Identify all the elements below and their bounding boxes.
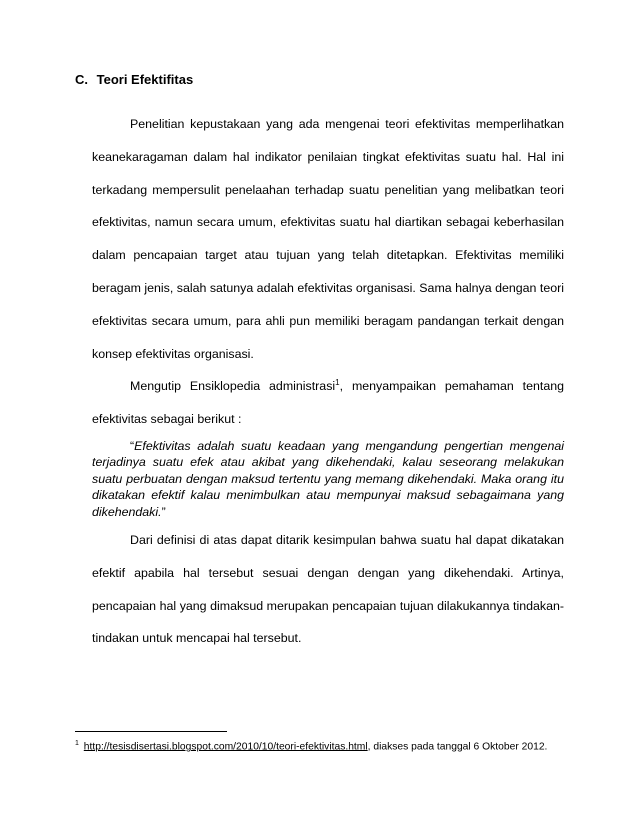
paragraph-1: Penelitian kepustakaan yang ada mengenai teori efektivitas memperlihatkan keanekaragaman dalam hal indikator penilaian tingkat efektivitas suatu hal. Hal ini terkadang mempersulit penelaahan terhadap suatu penelitian yang melibatkan teori efektivitas, namun secara umum, efektivitas suatu hal diartikan sebagai keberhasilan dalam pencapaian target atau tujuan yang telah ditetapkan. Efektivitas memiliki beragam jenis, salah satunya adalah efektivitas organisasi. Sama halnya dengan teori efektivitas secara umum, para ahli pun memiliki beragam pandangan terkait dengan konsep efektivitas organisasi. — [92, 117, 564, 361]
footnote-text: , diakses pada tanggal 6 Oktober 2012. — [367, 741, 548, 753]
footnote-marker: 1 — [75, 740, 79, 747]
section-heading — [75, 72, 193, 87]
footnote — [75, 740, 575, 752]
paragraph-3: Dari definisi di atas dapat ditarik kesimpulan bahwa suatu hal dapat dikatakan efektif apabila hal tersebut sesuai dengan dengan yang dikehendaki. Artinya, pencapaian hal yang dimaksud merupakan pencapaian tujuan dilakukannya tindakan-tindakan untuk mencapai hal tersebut. — [92, 533, 564, 646]
section-title: Teori Efektifitas — [96, 72, 194, 87]
section-number: C. — [75, 72, 88, 87]
footnote-reference[interactable]: 1 — [335, 378, 340, 388]
paragraph-2-rest: , menyampaikan pemahaman tentang efektivitas sebagai berikut : — [92, 379, 564, 427]
body-text — [92, 108, 564, 655]
footnote-link[interactable]: http://tesisdisertasi.blogspot.com/2010/10/teori-efektivitas.html — [83, 741, 368, 753]
paragraph-2 — [92, 370, 564, 436]
footnote-divider — [75, 731, 227, 732]
quote-close-mark: ” — [161, 504, 166, 519]
quote-open-mark: “ — [130, 438, 135, 453]
paragraph-2-lead: Mengutip Ensiklopedia administrasi — [130, 379, 336, 394]
block-quote — [92, 438, 564, 520]
quote-text: Efektivitas adalah suatu keadaan yang mengandung pengertian mengenai terjadinya suatu efek atau akibat yang dikehendaki, kalau seseorang melakukan suatu perbuatan dengan maksud tertentu yang memang dikehendaki. Maka orang itu dikatakan efektif kalau menimbulkan atau mempunyai maksud sebagaimana yang dikehendaki. — [92, 438, 564, 519]
